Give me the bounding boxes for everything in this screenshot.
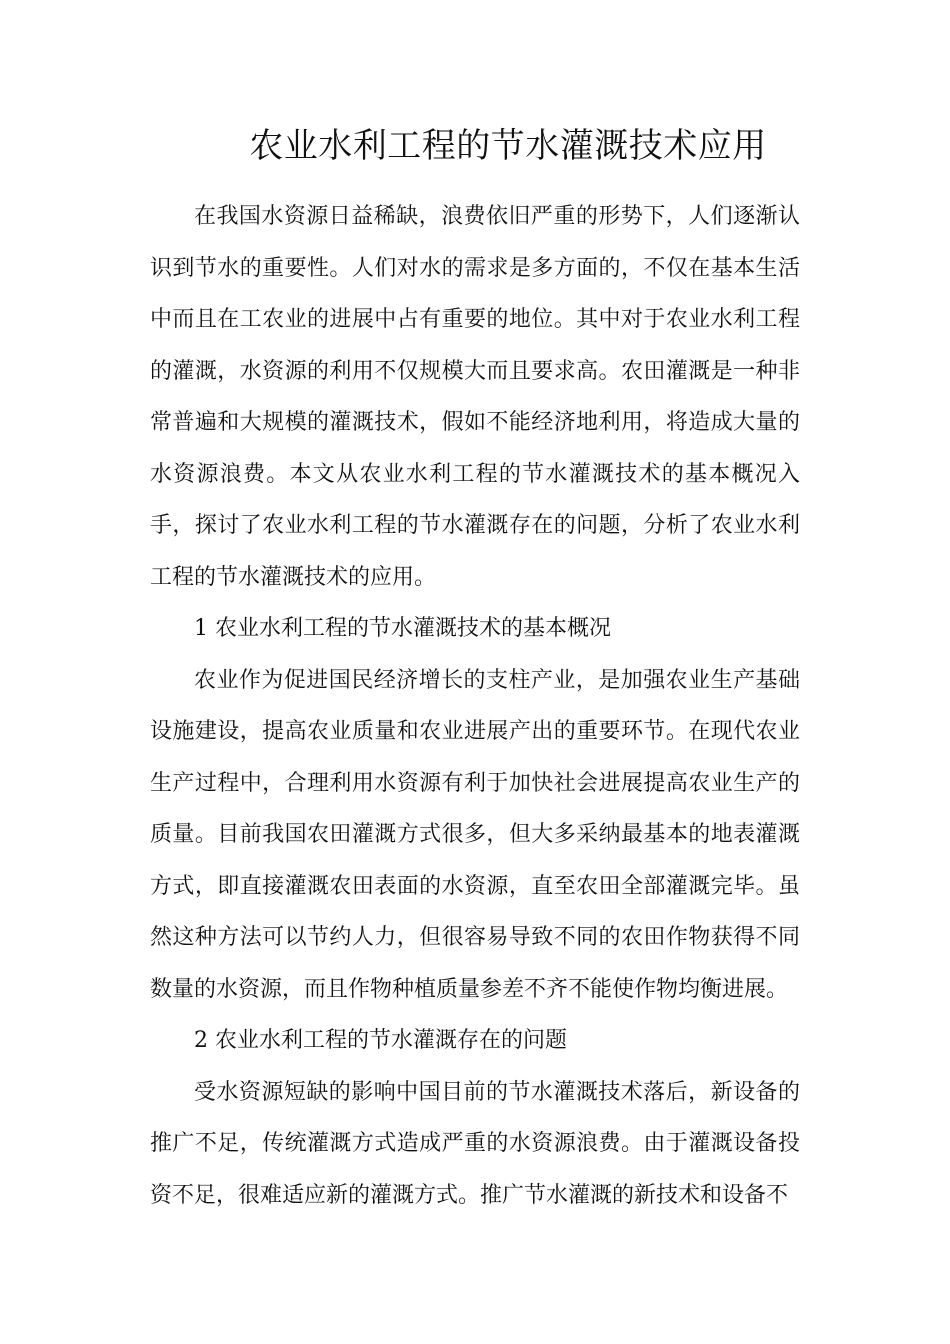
- paragraph-section-1: 农业作为促进国民经济增长的支柱产业，是加强农业生产基础设施建设，提高农业质量和农业进展产出的重要环节。在现代农业生产过程中，合理利用水资源有利于加快社会进展提高农业生产的质量。目前我国农田灌溉方式很多，但大多采纳最基本的地表灌溉方式，即直接灌溉农田表面的水资源，直至农田全部灌溉完毕。虽然这种方法可以节约人力，但很容易导致不同的农田作物获得不同数量的水资源，而且作物种植质量参差不齐不能使作物均衡进展。: [150, 667, 800, 1002]
- section-heading-1: 1 农业水利工程的节水灌溉技术的基本概况: [194, 616, 611, 641]
- paragraph-section-2: 受水资源短缺的影响中国目前的节水灌溉技术落后，新设备的推广不足，传统灌溉方式造成严重的水资源浪费。由于灌溉设备投资不足，很难适应新的灌溉方式。推广节水灌溉的新技术和设备不: [150, 1079, 800, 1208]
- document-title: 农业水利工程的节水灌溉技术应用: [249, 126, 767, 166]
- section-heading-2: 2 农业水利工程的节水灌溉存在的问题: [194, 1028, 567, 1053]
- document-body: [150, 191, 800, 1221]
- paragraph-intro: 在我国水资源日益稀缺，浪费依旧严重的形势下，人们逐渐认识到节水的重要性。人们对水的需求是多方面的，不仅在基本生活中而且在工农业的进展中占有重要的地位。其中对于农业水利工程的灌溉，水资源的利用不仅规模大而且要求高。农田灌溉是一种非常普遍和大规模的灌溉技术，假如不能经济地利用，将造成大量的水资源浪费。本文从农业水利工程的节水灌溉技术的基本概况入手，探讨了农业水利工程的节水灌溉存在的问题，分析了农业水利工程的节水灌溉技术的应用。: [150, 204, 800, 590]
